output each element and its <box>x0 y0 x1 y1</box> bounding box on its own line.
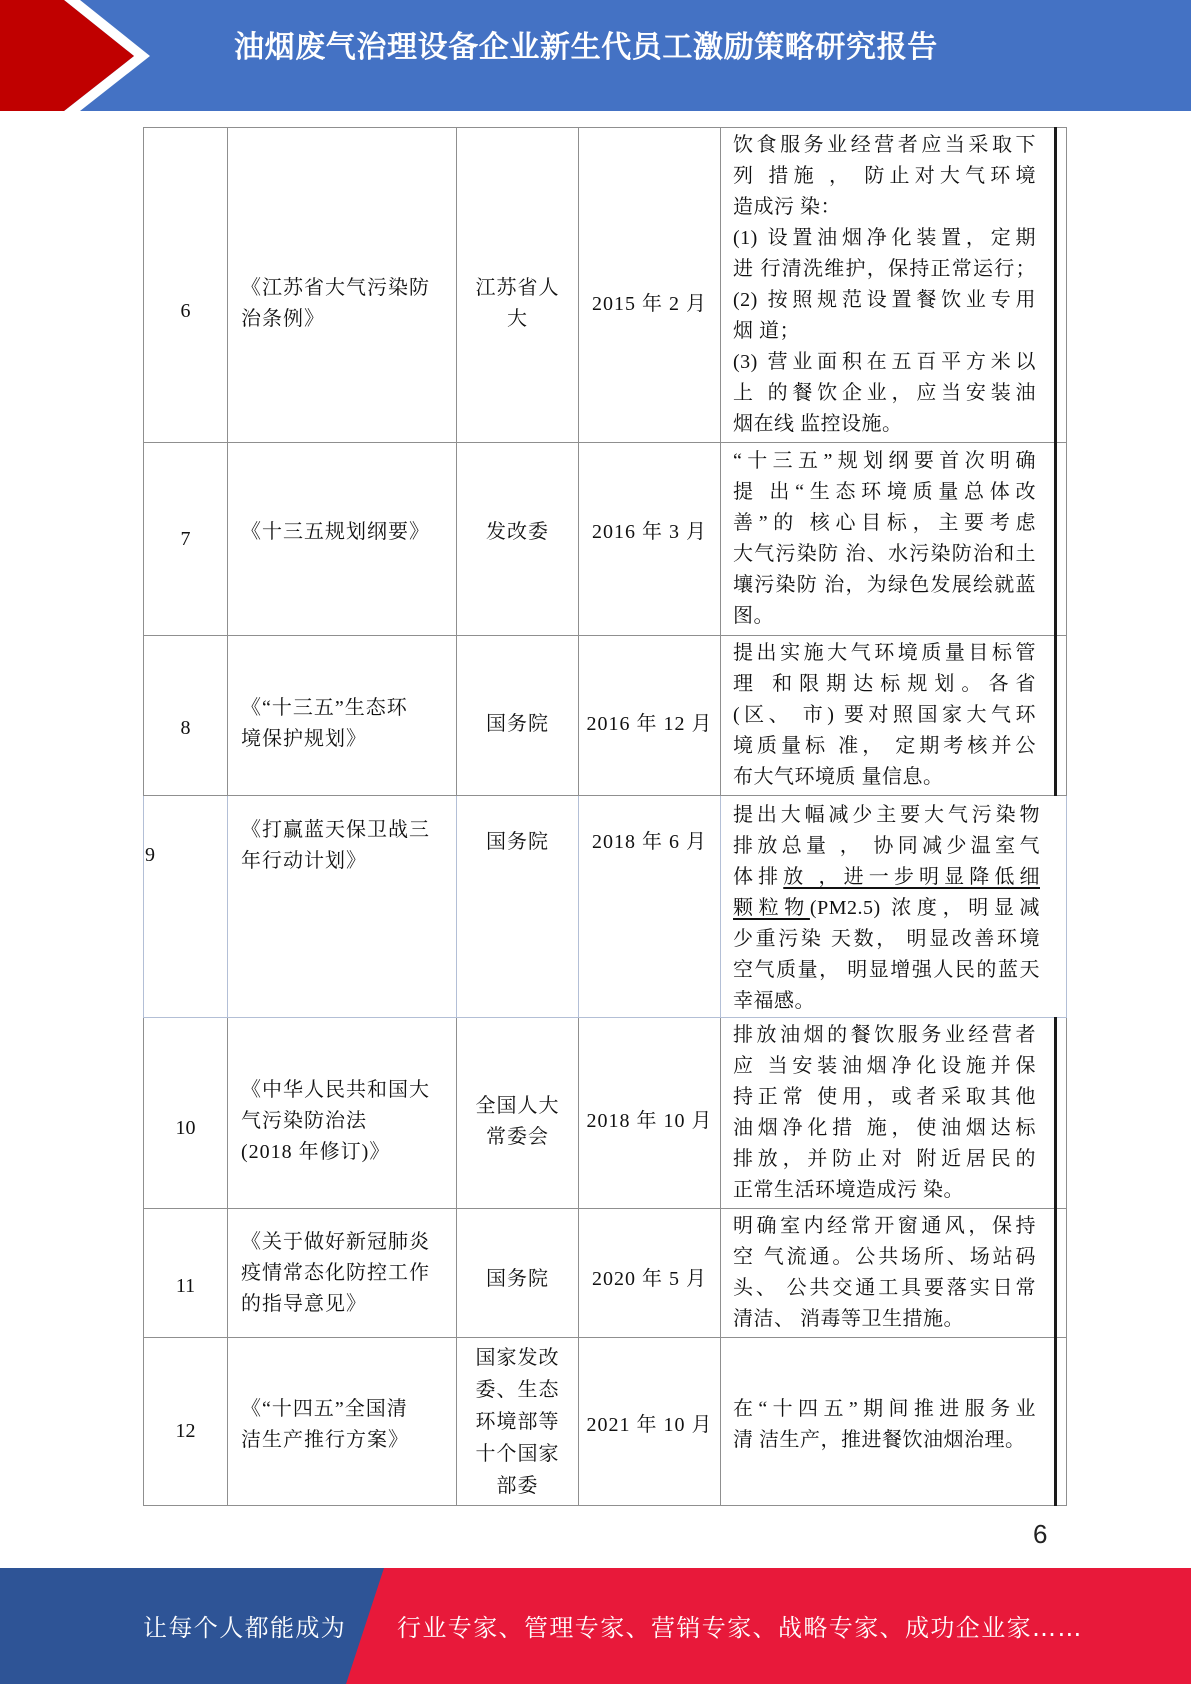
row-number: 9 <box>145 844 155 866</box>
policy-table <box>143 127 1067 1506</box>
row-number-cell <box>144 636 228 796</box>
document-title-line: 年行动计划》 <box>241 850 367 872</box>
page-header <box>0 0 1191 111</box>
content-line: 饮食服务业经营者应当采取下 <box>733 134 1036 156</box>
spacer-cell <box>1056 1018 1067 1209</box>
content-cell <box>721 1209 1056 1338</box>
page-footer <box>0 1568 1191 1684</box>
document-title-line: 境保护规划》 <box>241 728 367 750</box>
table-row <box>144 443 1067 636</box>
underlined-segment: 颗粒物 <box>733 897 810 919</box>
content-line: 排放，并防止对 附近居民的 <box>733 1148 1036 1170</box>
content-line: 境质量标 准， 定期考核并公 <box>733 735 1036 757</box>
row-number: 7 <box>180 527 191 550</box>
content-line: 应 当安装油烟净化设施并保 <box>733 1055 1036 1077</box>
content-line: 明确室内经常开窗通风，保持 <box>733 1215 1036 1237</box>
row-number-cell <box>144 1338 228 1506</box>
content-cell <box>721 443 1056 636</box>
row-number: 8 <box>180 717 191 739</box>
document-title-cell <box>228 443 457 636</box>
issuer-line: 发改委 <box>486 520 549 543</box>
issue-date: 2020 年 5 月 <box>592 1267 707 1290</box>
content-line: 在“十四五”期间推进服务业 <box>733 1397 1036 1420</box>
date-cell <box>579 443 721 636</box>
document-title-cell <box>228 1338 457 1506</box>
document-title-cell <box>228 1209 457 1338</box>
content-line: 进 行清洗维护，保持正常运行； <box>733 258 1036 280</box>
spacer-cell <box>1056 128 1067 443</box>
document-title-line: 《十三五规划纲要》 <box>241 520 430 543</box>
document-title-line: 《江苏省大气污染防 <box>241 277 430 299</box>
date-cell <box>579 796 721 1018</box>
issuer-line: 大 <box>507 308 528 330</box>
spacer-cell <box>1056 636 1067 796</box>
content-line: 正常生活环境造成污 染。 <box>733 1179 964 1201</box>
content-cell <box>721 796 1067 1018</box>
date-cell <box>579 1018 721 1209</box>
issuer-line: 委、生态 <box>475 1378 560 1401</box>
date-cell <box>579 636 721 796</box>
document-title-line: 《打赢蓝天保卫战三 <box>241 819 430 841</box>
content-line: (区、 市) 要对照国家大气环 <box>733 704 1036 726</box>
date-cell <box>579 1338 721 1506</box>
issuer-cell <box>457 128 579 443</box>
table-row <box>144 636 1067 796</box>
document-title-line: 治条例》 <box>241 308 325 330</box>
issuer-cell <box>457 796 579 1018</box>
document-title-line: (2018 年修订)》 <box>241 1141 391 1163</box>
content-line <box>733 862 1040 893</box>
document-title-line: 气污染防治法 <box>241 1110 367 1132</box>
content-line: 空 气流通。公共场所、场站码 <box>733 1246 1036 1268</box>
content-segment: 体排 <box>733 866 784 888</box>
content-line: 图。 <box>733 605 774 627</box>
issue-date: 2018 年 10 月 <box>586 1110 713 1132</box>
content-line: 大气污染防 治、水污染防治和土 <box>733 543 1036 565</box>
footer-slogan-left: 让每个人都能成为 <box>143 1614 347 1642</box>
document-title-line: 疫情常态化防控工作 <box>241 1261 430 1284</box>
row-number: 10 <box>175 1116 196 1139</box>
issue-date: 2016 年 3 月 <box>592 520 707 543</box>
document-title-cell <box>228 128 457 443</box>
issue-date: 2018 年 6 月 <box>592 831 707 853</box>
document-title-cell <box>228 796 457 1018</box>
issuer-cell <box>457 1018 579 1209</box>
row-number: 12 <box>175 1420 196 1442</box>
table-row <box>144 796 1067 1018</box>
content-line: “十三五”规划纲要首次明确 <box>733 450 1036 472</box>
date-cell <box>579 1209 721 1338</box>
document-title-line: 《“十三五”生态环 <box>241 697 408 719</box>
issuer-line: 国家发改 <box>475 1346 560 1369</box>
issuer-line: 国务院 <box>486 831 549 853</box>
content-line: (2) 按照规范设置餐饮业专用 <box>733 289 1036 311</box>
table-row <box>144 1338 1067 1506</box>
content-line: 排放油烟的餐饮服务业经营者 <box>733 1024 1036 1046</box>
document-title-line: 洁生产推行方案》 <box>241 1428 409 1451</box>
issuer-line: 全国人大 <box>475 1094 560 1117</box>
row-number-cell <box>144 443 228 636</box>
issuer-line: 江苏省人 <box>475 277 560 299</box>
row-number-cell <box>144 796 228 1018</box>
row-number-cell <box>144 1209 228 1338</box>
content-line: 壤污染防 治，为绿色发展绘就蓝 <box>733 574 1036 596</box>
content-line: 布大气环境质 量信息。 <box>733 766 944 788</box>
content-line: 理 和限期达标规划。各省 <box>733 673 1036 695</box>
content-line: 提 出“生态环境质量总体改 <box>733 481 1036 503</box>
content-line: 空气质量， 明显增强人民的蓝天 <box>733 959 1040 981</box>
issuer-cell <box>457 443 579 636</box>
issuer-cell <box>457 636 579 796</box>
content-cell <box>721 128 1056 443</box>
content-line: 善”的 核心目标，主要考虑 <box>733 512 1036 534</box>
content-line: 提出大幅减少主要大气污染物 <box>733 804 1040 826</box>
content-line: 列 措施 ， 防止对大气环境 <box>733 165 1036 187</box>
content-line: 持正常 使用，或者采取其他 <box>733 1086 1036 1108</box>
document-title-line: 的指导意见》 <box>241 1292 367 1315</box>
content-line: 清洁、 消毒等卫生措施。 <box>733 1308 964 1330</box>
document-title-cell <box>228 636 457 796</box>
document-title-cell <box>228 1018 457 1209</box>
row-number: 11 <box>175 1274 196 1297</box>
content-line: 烟 道； <box>733 320 800 342</box>
content-line: 造成污 染： <box>733 196 841 218</box>
issuer-line: 常委会 <box>486 1125 549 1148</box>
content-line: 清 洁生产，推进餐饮油烟治理。 <box>733 1428 1026 1451</box>
content-line: 幸福感。 <box>733 990 815 1012</box>
report-title: 油烟废气治理设备企业新生代员工激励策略研究报告 <box>234 30 938 65</box>
issue-date: 2016 年 12 月 <box>586 712 713 735</box>
content-cell <box>721 636 1056 796</box>
document-title-line: 《中华人民共和国大 <box>241 1079 430 1101</box>
content-line: 烟在线 监控设施。 <box>733 413 903 435</box>
row-number: 6 <box>180 299 191 322</box>
issuer-line: 部委 <box>496 1474 539 1497</box>
issuer-cell <box>457 1209 579 1338</box>
table-row <box>144 1018 1067 1209</box>
row-number-cell <box>144 1018 228 1209</box>
content-line: 提出实施大气环境质量目标管 <box>733 642 1036 664</box>
issuer-line: 环境部等 <box>475 1410 560 1433</box>
document-title-line: 《“十四五”全国清 <box>241 1397 408 1420</box>
issuer-line: 十个国家 <box>475 1442 560 1465</box>
spacer-cell <box>1056 443 1067 636</box>
content-line: 排放总量 ， 协同减少温室气 <box>733 835 1040 857</box>
content-line: 少重污染 天数， 明显改善环境 <box>733 928 1040 950</box>
spacer-cell <box>1056 1338 1067 1506</box>
table-row <box>144 1209 1067 1338</box>
content-cell <box>721 1018 1056 1209</box>
issue-date: 2021 年 10 月 <box>586 1414 713 1436</box>
content-cell <box>721 1338 1056 1506</box>
content-line: (3) 营业面积在五百平方米以 <box>733 351 1036 373</box>
issue-date: 2015 年 2 月 <box>592 292 707 315</box>
date-cell <box>579 128 721 443</box>
content-line: 头、 公共交通工具要落实日常 <box>733 1277 1036 1299</box>
issuer-line: 国务院 <box>486 712 549 735</box>
table-row <box>144 128 1067 443</box>
content-segment: (PM2.5) 浓度，明显减 <box>809 897 1040 919</box>
spacer-cell <box>1056 1209 1067 1338</box>
content-line: 上 的餐饮企业，应当安装油 <box>733 382 1036 404</box>
underlined-segment: 放 ，进一步明显降低细 <box>783 866 1040 888</box>
footer-slogan-right: 行业专家、管理专家、营销专家、战略专家、成功企业家…… <box>397 1614 1083 1642</box>
document-title-line: 《关于做好新冠肺炎 <box>241 1230 430 1253</box>
issuer-cell <box>457 1338 579 1506</box>
row-number-cell <box>144 128 228 443</box>
content-line: 油烟净化措 施，使油烟达标 <box>733 1117 1036 1139</box>
content-line <box>733 893 1040 924</box>
issuer-line: 国务院 <box>486 1267 549 1290</box>
page-number: 6 <box>1033 1519 1048 1549</box>
content-line: (1) 设置油烟净化装置，定期 <box>733 227 1036 249</box>
